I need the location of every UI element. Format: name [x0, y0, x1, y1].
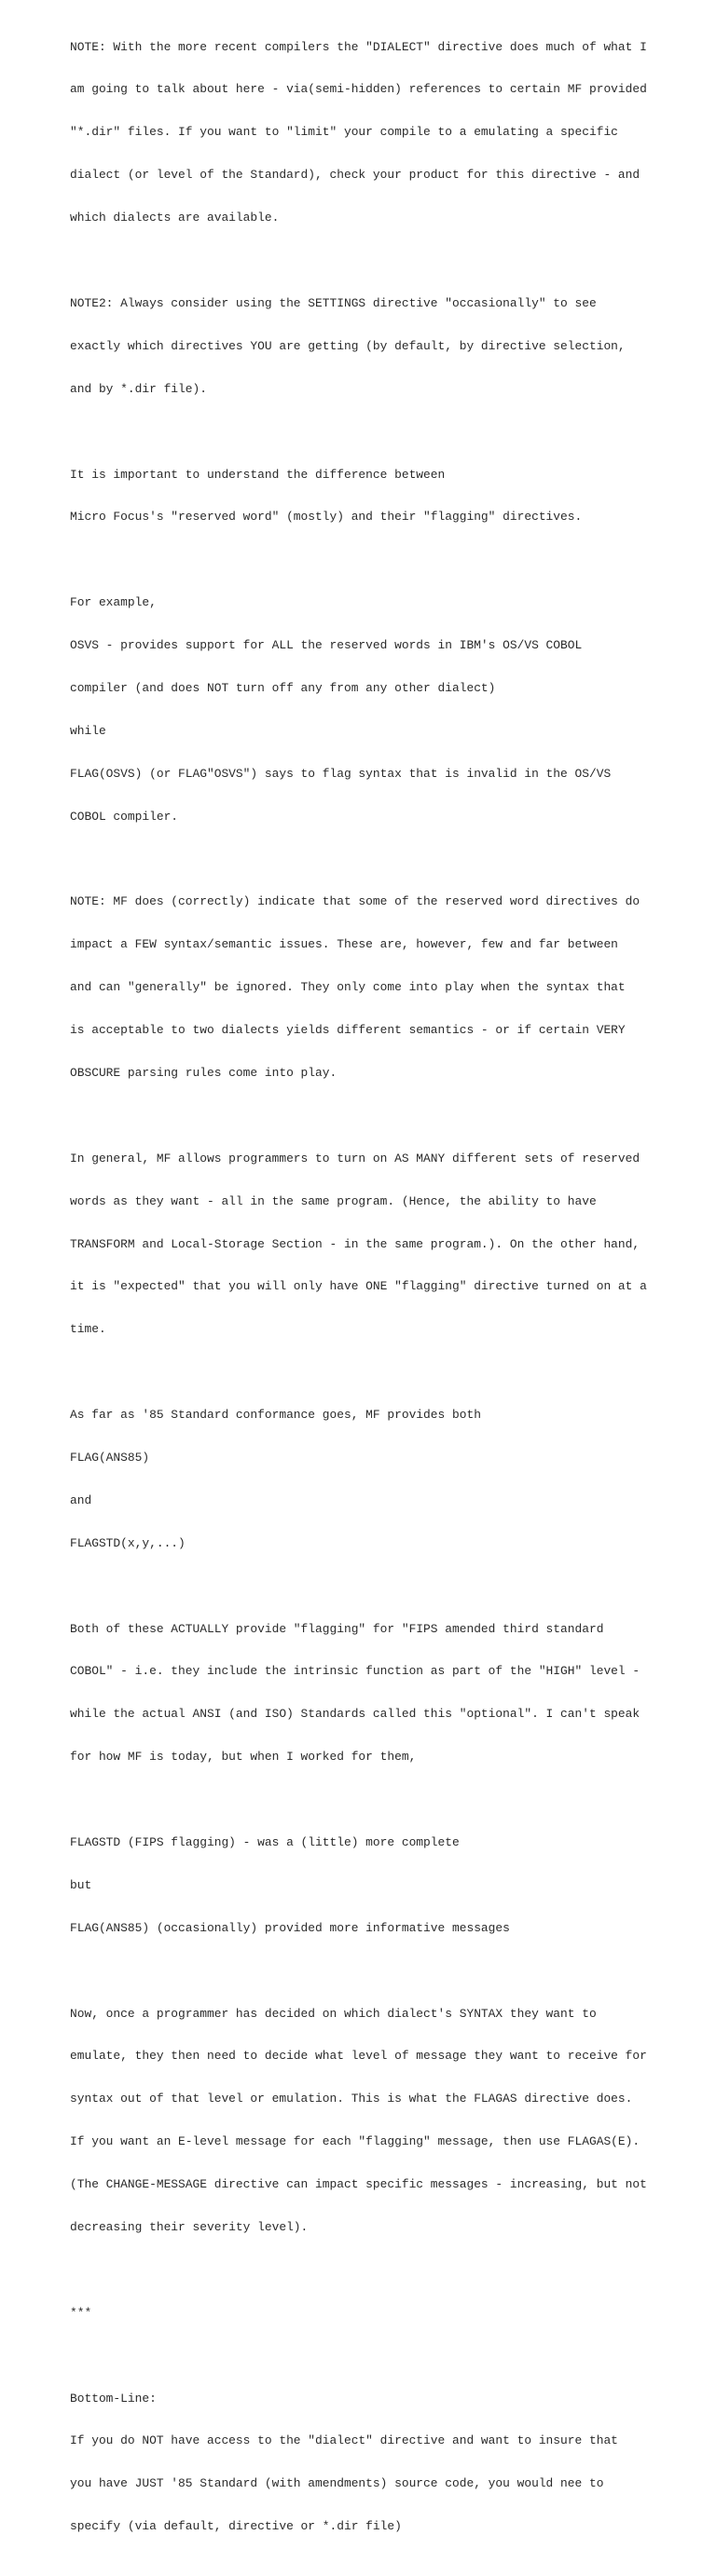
section-separator — [70, 2277, 704, 2348]
text-line: dialect (or level of the Standard), check your product for this directive - and — [70, 168, 640, 183]
text-line: syntax out of that level or emulation. This is what the FLAGAS directive does. — [70, 2092, 633, 2106]
text-line: For example, — [70, 595, 157, 610]
text-line: It is important to understand the difference between — [70, 467, 446, 482]
text-line: COBOL compiler. — [70, 809, 179, 824]
paragraph-example-osvs — [70, 567, 704, 852]
text-line: decreasing their severity level). — [70, 2220, 309, 2235]
text-line: As far as '85 Standard conformance goes, MF provides both — [70, 1408, 481, 1423]
text-line: TRANSFORM and Local-Storage Section - in the same program.). On the other hand, — [70, 1236, 640, 1251]
text-line: NOTE: With the more recent compilers the "DIALECT" directive does much of what I — [70, 39, 647, 54]
text-line: FLAG(OSVS) (or FLAG"OSVS") says to flag syntax that is invalid in the OS/VS — [70, 766, 612, 781]
paragraph-note-dialect — [70, 11, 704, 253]
text-line: exactly which directives YOU are getting (by default, by directive selection, — [70, 338, 626, 353]
text-line: but — [70, 1877, 92, 1892]
text-line: Both of these ACTUALLY provide "flagging" for "FIPS amended third standard — [70, 1621, 604, 1636]
text-line: FLAG(ANS85) (occasionally) provided more informative messages — [70, 1920, 510, 1935]
text-line: (The CHANGE-MESSAGE directive can impact specific messages - increasing, but not — [70, 2177, 647, 2192]
paragraph-reserved-vs-flagging — [70, 439, 704, 552]
text-line: If you do NOT have access to the "dialect" directive and want to insure that — [70, 2433, 618, 2448]
text-line: is acceptable to two dialects yields different semantics - or if certain VERY — [70, 1023, 626, 1038]
text-line: emulate, they then need to decide what level of message they want to receive for — [70, 2049, 647, 2064]
text-line: it is "expected" that you will only have ONE "flagging" directive turned on at a — [70, 1279, 647, 1294]
text-line: OSVS - provides support for ALL the reserved words in IBM's OS/VS COBOL — [70, 638, 583, 653]
text-line: If you want an E-level message for each "flagging" message, then use FLAGAS(E). — [70, 2134, 640, 2149]
text-line: Micro Focus's "reserved word" (mostly) and their "flagging" directives. — [70, 510, 583, 525]
text-line: OBSCURE parsing rules come into play. — [70, 1065, 337, 1080]
text-line: words as they want - all in the same program. (Hence, the ability to have — [70, 1193, 597, 1208]
text-line: FLAGSTD(x,y,...) — [70, 1535, 186, 1550]
text-line: and can "generally" be ignored. They only come into play when the syntax that — [70, 980, 626, 995]
text-line: FLAG(ANS85) — [70, 1450, 150, 1465]
separator-text: *** — [70, 2305, 92, 2320]
text-line: NOTE: MF does (correctly) indicate that some of the reserved word directives do — [70, 894, 640, 909]
paragraph-flagstd-comparison — [70, 1806, 704, 1963]
text-line: time. — [70, 1322, 106, 1337]
text-line: COBOL" - i.e. they include the intrinsic function as part of the "HIGH" level - — [70, 1664, 640, 1679]
text-line: for how MF is today, but when I worked for them, — [70, 1750, 417, 1765]
text-line: Bottom-Line: — [70, 2391, 157, 2406]
paragraph-in-general — [70, 1123, 704, 1365]
text-line: and — [70, 1492, 92, 1507]
text-line: while the actual ANSI (and ISO) Standards called this "optional". I can't speak — [70, 1707, 640, 1722]
paragraph-note-semantics — [70, 866, 704, 1109]
text-line: "*.dir" files. If you want to "limit" your compile to a emulating a specific — [70, 125, 618, 140]
text-line: impact a FEW syntax/semantic issues. These are, however, few and far between — [70, 937, 618, 952]
text-line: you have JUST '85 Standard (with amendments) source code, you would nee to — [70, 2476, 604, 2491]
text-line: FLAGSTD (FIPS flagging) - was a (little) more complete — [70, 1835, 460, 1849]
paragraph-bottom-line — [70, 2363, 704, 2562]
paragraph-flagas — [70, 1978, 704, 2263]
paragraph-85-conformance — [70, 1380, 704, 1579]
text-line: NOTE2: Always consider using the SETTINGS directive "occasionally" to see — [70, 295, 597, 310]
text-line: and by *.dir file). — [70, 381, 207, 396]
text-line: Now, once a programmer has decided on which dialect's SYNTAX they want to — [70, 2006, 597, 2021]
document-page — [70, 11, 704, 2576]
text-line: which dialects are available. — [70, 211, 280, 225]
text-line: In general, MF allows programmers to turn on AS MANY different sets of reserved — [70, 1151, 640, 1165]
text-line: specify (via default, directive or *.dir file) — [70, 2519, 402, 2534]
text-line: compiler (and does NOT turn off any from any other dialect) — [70, 680, 496, 695]
paragraph-note2-settings — [70, 267, 704, 424]
text-line: am going to talk about here - via(semi-hidden) references to certain MF provided — [70, 82, 647, 97]
text-line: while — [70, 723, 106, 738]
paragraph-fips-flagging — [70, 1593, 704, 1792]
